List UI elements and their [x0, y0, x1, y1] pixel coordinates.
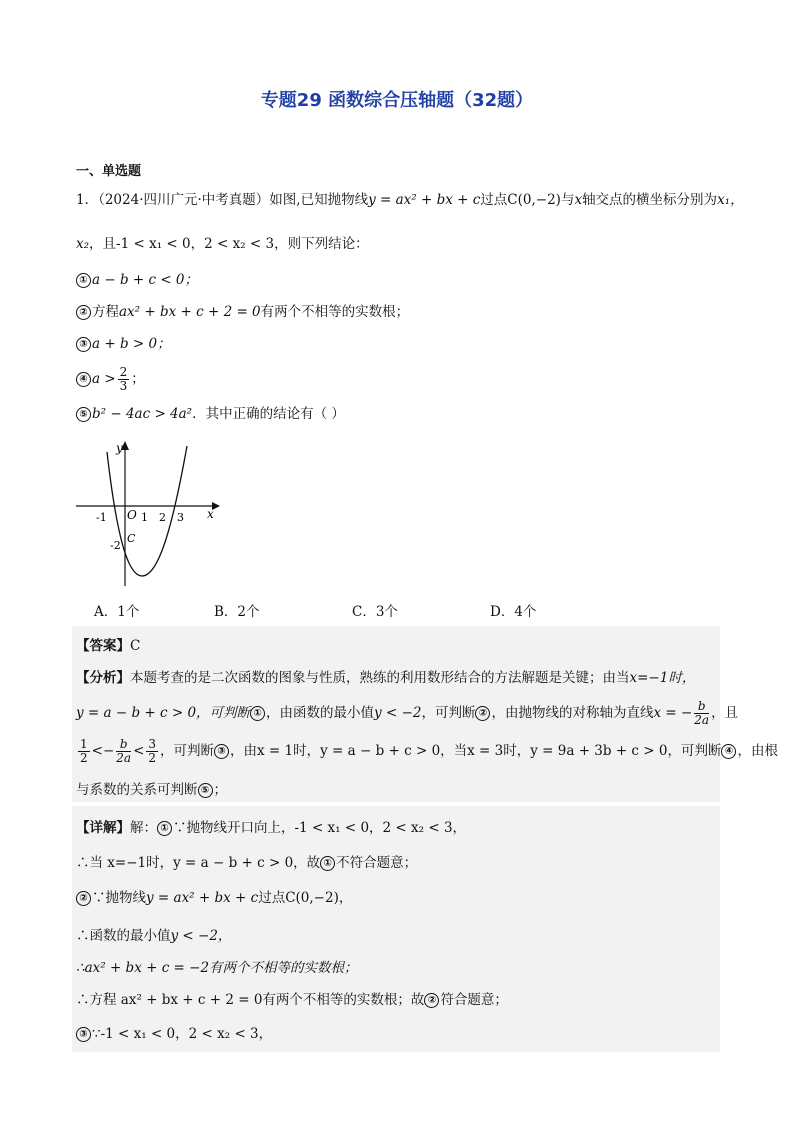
statement-equation: ax² + bx + c + 2 = 0: [119, 304, 261, 320]
answer-label: 【答案】: [76, 638, 130, 654]
analysis-text: x = −: [653, 705, 693, 721]
circled-number: ③: [76, 1027, 91, 1042]
less-than: <−: [91, 743, 115, 759]
analysis-line-1: [76, 666, 695, 686]
option-b[interactable]: B．2个: [214, 604, 260, 620]
question-text: 1．（2024·四川广元·中考真题）如图,已知抛物线: [76, 192, 369, 208]
circled-number: ④: [76, 372, 91, 387]
parabola-graph: [74, 438, 224, 588]
denominator: 2: [80, 751, 88, 765]
section-heading: 一、单选题: [76, 164, 142, 179]
analysis-text: ，可判断: [160, 743, 215, 759]
detail-text: ∵-1 < x₁ < 0，2 < x₂ < 3，: [92, 1026, 273, 1042]
detail-text: y < −2，: [170, 928, 232, 944]
analysis-text: x=−1时，: [629, 670, 696, 686]
statement-5: [76, 404, 345, 424]
analysis-text: ，由函数的最小值: [266, 705, 375, 721]
detail-text: ∴函数的最小值: [76, 928, 171, 944]
detail-line-1: [76, 816, 466, 836]
detail-text: ∴ax² + bx + c = −2有两个不相等的实数根；: [76, 960, 358, 976]
circled-number: ①: [157, 821, 172, 836]
y-axis-label: y: [116, 441, 123, 455]
analysis-text: 本题考查的是二次函数的图象与性质，熟练的利用数形结合的方法解题是关键；由当: [130, 670, 630, 686]
var-x: x: [574, 192, 583, 208]
analysis-label: 【分析】: [76, 670, 130, 686]
numerator: 3: [148, 737, 157, 751]
detail-text: 解：: [130, 820, 157, 836]
circled-number: ⑤: [198, 783, 213, 798]
fraction-b-2a-2: [116, 738, 131, 765]
option-a[interactable]: A．1个: [94, 604, 140, 620]
question-text: 轴交点的横坐标分别为: [582, 192, 718, 208]
numerator: 2: [119, 365, 128, 379]
x-axis-label: x: [207, 507, 214, 521]
fraction-b-2a: [694, 700, 709, 727]
fraction-three-halves: [146, 738, 158, 765]
tick-y-minus-2: -2: [110, 539, 121, 552]
analysis-text: ，且: [711, 705, 739, 721]
numerator: 1: [80, 737, 88, 751]
detail-line-7: [76, 1022, 272, 1042]
analysis-text: y = a − b + c > 0，可判断: [76, 705, 251, 721]
analysis-line-4: [76, 778, 227, 798]
option-c[interactable]: C．3个: [352, 604, 398, 620]
detail-label: 【详解】: [76, 820, 130, 836]
statement-equation: b² − 4ac > 4a²: [92, 406, 193, 422]
circled-number: ①: [320, 856, 335, 871]
denominator: 2a: [116, 751, 132, 765]
point-c: C(0,−2): [507, 192, 561, 208]
var-x2: x₂: [76, 236, 90, 252]
circled-number: ③: [76, 337, 91, 352]
statement-2: [76, 302, 409, 322]
tick-minus-1: -1: [96, 511, 107, 524]
analysis-text: ，可判断: [421, 705, 476, 721]
tick-1: 1: [141, 511, 148, 524]
fraction-half: [78, 738, 90, 765]
detail-text: ∴当 x=−1时，y = a − b + c > 0，故: [76, 855, 321, 871]
circled-number: ②: [475, 706, 490, 721]
detail-line-2: [76, 851, 417, 871]
semicolon: ；: [213, 782, 227, 798]
statement-1: [76, 270, 198, 290]
detail-text: 不符合题意；: [336, 855, 418, 871]
question-text: 与: [560, 192, 575, 208]
point-c: C(0,−2)，: [285, 890, 353, 906]
statement-text: 有两个不相等的实数根；: [260, 304, 410, 320]
analysis-text: 与系数的关系可判断: [76, 782, 198, 798]
question-line-2: [76, 234, 369, 254]
circled-number: ①: [76, 273, 91, 288]
denominator: 2: [148, 751, 157, 765]
option-d[interactable]: D．4个: [490, 604, 537, 620]
semicolon: ；: [131, 371, 145, 387]
statement-text: a >: [92, 371, 116, 387]
numerator: b: [116, 738, 131, 752]
detail-text: ∵抛物线开口向上，-1 < x₁ < 0，2 < x₂ < 3，: [173, 820, 467, 836]
detail-text: 符合题意；: [440, 992, 508, 1008]
answer-value: C: [130, 638, 141, 654]
var-x1: x₁，: [717, 192, 744, 208]
analysis-text: ，由根: [737, 743, 778, 759]
statement-3: [76, 334, 171, 354]
circled-number: ③: [214, 744, 229, 759]
detail-text: 过点: [258, 890, 286, 906]
fraction-two-thirds: [118, 366, 130, 393]
origin-label: O: [127, 508, 137, 522]
circled-number: ②: [76, 891, 91, 906]
point-c-label: C: [127, 532, 136, 545]
statement-4: [76, 366, 145, 393]
tick-2: 2: [159, 511, 166, 524]
question-text: ，且-1 < x₁ < 0，2 < x₂ < 3，则下列结论：: [89, 236, 369, 252]
question-line-1: [76, 190, 744, 210]
answer-line: [76, 634, 140, 654]
detail-text: ∵抛物线: [92, 890, 146, 906]
tick-3: 3: [177, 511, 184, 524]
detail-line-6: [76, 988, 508, 1008]
circled-number: ⑤: [76, 407, 91, 422]
parabola-equation: y = ax² + bx + c: [146, 890, 259, 906]
denominator: 3: [119, 379, 128, 393]
detail-line-4: [76, 924, 231, 944]
page-title: 专题29 函数综合压轴题（32题）: [260, 90, 534, 111]
analysis-text: ，由抛物线的对称轴为直线: [491, 705, 654, 721]
statement-text: 方程: [92, 304, 119, 320]
question-text: 过点: [480, 192, 508, 208]
analysis-text: ，由x = 1时，y = a − b + c > 0，当x = 3时，y = 9a + 3b + c > 0，可判断: [230, 743, 722, 759]
analysis-line-2: [76, 700, 738, 727]
detail-line-3: [76, 886, 352, 906]
circled-number: ④: [721, 744, 736, 759]
statement-text: ．其中正确的结论有（ ）: [192, 406, 345, 422]
detail-text: ∴方程 ax² + bx + c + 2 = 0有两个不相等的实数根；故: [76, 992, 425, 1008]
statement-text: a − b + c < 0；: [92, 272, 199, 288]
numerator: b: [694, 700, 709, 714]
analysis-line-3: [76, 738, 778, 765]
denominator: 2a: [694, 713, 710, 727]
circled-number: ①: [250, 706, 265, 721]
detail-line-5: [76, 956, 358, 976]
analysis-text: y < −2: [374, 705, 422, 721]
less-than: <: [133, 743, 145, 759]
statement-text: a + b > 0；: [92, 336, 171, 352]
parabola-equation: y = ax² + bx + c: [368, 192, 481, 208]
circled-number: ②: [424, 993, 439, 1008]
circled-number: ②: [76, 305, 91, 320]
